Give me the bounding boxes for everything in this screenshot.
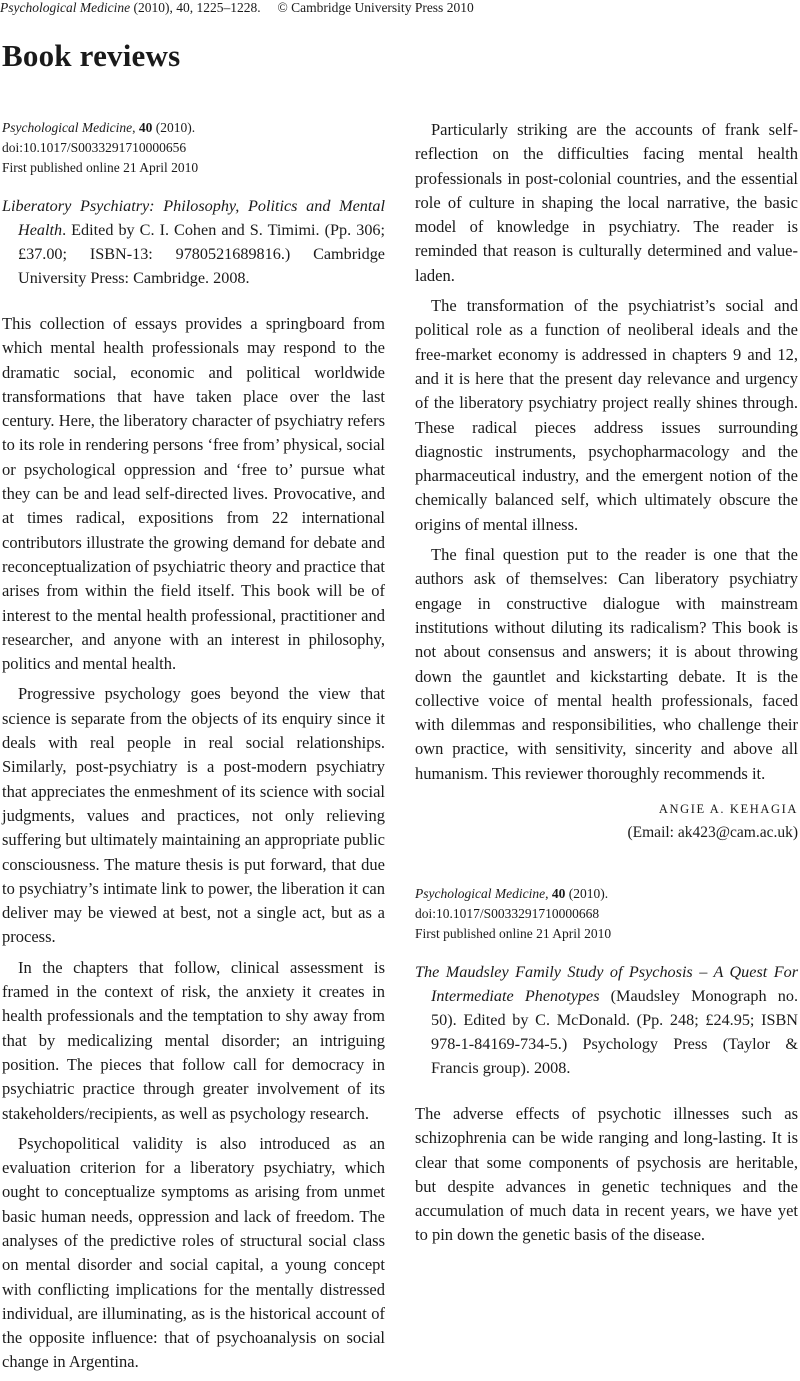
review1-email: (Email: ak423@cam.ac.uk)	[627, 824, 798, 842]
review1-journal: Psychological Medicine	[2, 120, 133, 135]
review1-book-citation	[2, 194, 385, 290]
running-head-copyright: © Cambridge University Press 2010	[277, 0, 474, 15]
review1-reviewer: ANGIE A. KEHAGIA	[658, 802, 798, 817]
review1-paragraph-5: Particularly striking are the accounts of frank self-reflection on the difficulties facing mental health professionals in post-colonial countries, and the essential role of culture in shaping the local narrative, the basic model of knowledge in psychiatry. The reader is reminded that reason is culturally determined and value-laden.	[415, 120, 798, 285]
review2-year: (2010).	[568, 886, 609, 901]
review1-paragraph-2: Progressive psychology goes beyond the view that science is separate from the objects of its enquiry since it deals with real people in real social relationships. Similarly, post-psychiatry is a post-modern psychiatry that appreciates the enmeshment of its science with social judgments, values and practices, not only relieving suffering but ultimately maintaining an appropriate public consciousness. The mature thesis is put forward, that due to psychiatry’s intimate link to power, the liberation it can deliver may be viewed at best, not a single act, but as a process.	[2, 684, 385, 947]
section-title: Book reviews	[2, 38, 181, 73]
review1-book-title: Liberatory Psychiatry: Philosophy, Politics and Mental Health	[2, 197, 385, 239]
review1-year: (2010).	[155, 120, 196, 135]
running-head	[0, 0, 800, 16]
review2-journal: Psychological Medicine	[415, 886, 546, 901]
review2-book-citation	[415, 960, 798, 1080]
review2-book-details: . Edited by C. McDonald. (Pp. 248; £24.95; ISBN 978-1-84169-734-5.) Psychology Press (Taylor & Francis group). 2008.	[431, 1011, 798, 1077]
review1-volume: 40	[138, 120, 153, 135]
right-column	[415, 118, 798, 844]
review2-published: First published online 21 April 2010	[415, 926, 612, 941]
review2-citation-line: Psychological Medicine, 40 (2010).	[415, 886, 609, 901]
review1-doi: doi:10.1017/S0033291710000656	[2, 140, 187, 155]
review1-meta	[2, 118, 385, 178]
review2-book-title: The Maudsley Family Study of Psychosis – A Quest For Intermediate Phenotypes	[415, 963, 798, 1005]
review1-paragraph-3: In the chapters that follow, clinical assessment is framed in the context of risk, the anxiety it creates in health professionals and the temptation to shy away from that by medicalizing mental disorder; an intriguing position. The pieces that follow call for democracy in psychiatric practice through greater involvement of its stakeholders/recipients, as well as psychology research.	[2, 957, 385, 1123]
review1-paragraph-7: The final question put to the reader is one that the authors ask of themselves: Can liberatory psychiatry engage in constructive dialogue with mainstream institutions without diluting its radicalism? This book is not about consensus and answers; it is about throwing down the gauntlet and kickstarting debate. It is the collective voice of mental health professionals, faced with dilemmas and responsibilities, who challenge their own practice, with sensitivity, sincerity and above all humanism. This reviewer thoroughly recommends it.	[415, 545, 798, 783]
running-head-details: (2010), 40, 1225–1228.	[133, 0, 261, 15]
review1-paragraph-1: This collection of essays provides a springboard from which mental health professionals may respond to the dramatic social, economic and political worldwide transformations that have taken place over the last century. Here, the liberatory character of psychiatry refers to its role in rendering persons ‘free from’ physical, social or psychological oppression and ‘free to’ pursue what they can be and lead self-directed lives. Provocative, and at times radical, expositions from 22 international contributors illustrate the growing demand for debate and reconceptualization of psychiatric theory and practice that arises from within the field itself. This book will be of interest to the mental health professional, practitioner and researcher, and anyone with an interest in philosophy, politics and mental health.	[2, 314, 385, 674]
review1-paragraph-6: The transformation of the psychiatrist’s social and political role as a function of neoliberal ideals and the free-market economy is addressed in chapters 9 and 12, and it is here that the present day relevance and urgency of the liberatory psychiatry project really shines through. These radical pieces address issues surrounding diagnostic instruments, psychopharmacology and the pharmaceutical industry, and the emergent notion of the chemically balanced self, which ultimately obscure the origins of mental illness.	[415, 296, 798, 534]
review2-meta	[415, 884, 798, 944]
review2-block	[415, 884, 798, 1254]
left-column	[2, 118, 385, 1381]
review2-doi: doi:10.1017/S0033291710000668	[415, 906, 600, 921]
review1-citation-line: Psychological Medicine, 40 (2010).	[2, 120, 196, 135]
review2-paragraph-1: The adverse effects of psychotic illnesses such as schizophrenia can be wide ranging and long-lasting. It is clear that some components of psychosis are heritable, but despite advances in genetic techniques and the accumulation of much data in recent years, we have yet to pin down the genetic basis of the disease.	[415, 1104, 798, 1245]
review2-volume: 40	[551, 886, 566, 901]
review1-book-details: . Edited by C. I. Cohen and S. Timimi. (Pp. 306; £37.00; ISBN-13: 9780521689816.) Cambridge University Press: Cambridge. 2008.	[18, 221, 385, 287]
review1-published: First published online 21 April 2010	[2, 160, 199, 175]
running-head-journal: Psychological Medicine	[0, 0, 131, 15]
review2-book-series: (Maudsley Monograph no. 50)	[431, 987, 799, 1029]
review1-paragraph-4: Psychopolitical validity is also introduced as an evaluation criterion for a liberatory psychiatry, which ought to conceptualize symptoms as arising from unmet basic human needs, oppression and lack of freedom. The analyses of the predictive roles of structural social class on mental disorder and social capital, a young concept with conflicting implications for the mentally distressed individual, are illuminating, as is the historical account of the opposite influence: that of psychoanalysis on social change in Argentina.	[2, 1133, 385, 1372]
